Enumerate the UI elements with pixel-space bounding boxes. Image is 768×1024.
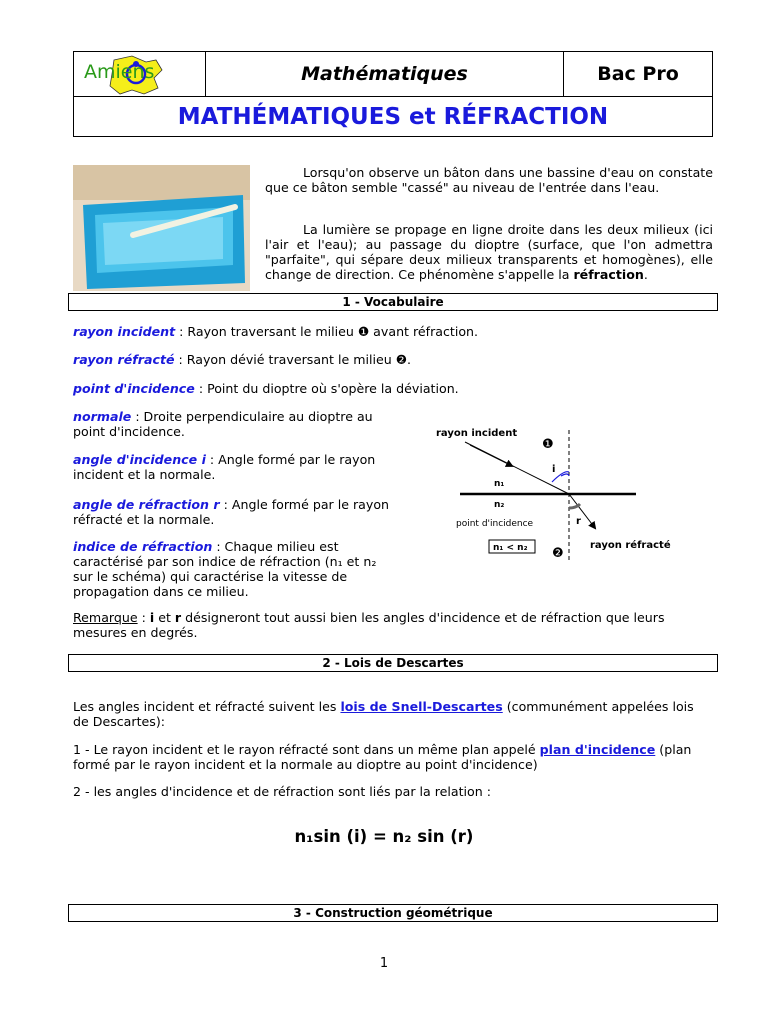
intro-text-2: La lumière se propage en ligne droite dans les deux milieux (ici l'air et l'eau); au passage du dioptre (surface, que l'on admettra "parfaite", qui sépare deux milieux transparents et homogènes), elle change de direction. Ce phénomène s'appelle la: [265, 222, 713, 282]
vocab-term: rayon réfracté: [73, 352, 175, 367]
vocab-definition: : Chaque milieu est caractérisé par son indice de réfraction (n₁ et n₂ sur le schéma) qui caractérise la vitesse de propagation dans ce milieu.: [73, 539, 377, 599]
intro-text-2-end: .: [643, 267, 648, 282]
vocab-definition: : Rayon traversant le milieu ❶ avant réfraction.: [175, 324, 479, 339]
descartes-intro: [73, 699, 713, 729]
descartes-intro-text: Les angles incident et réfracté suivent les: [73, 699, 341, 714]
level-title: Bac Pro: [597, 63, 679, 85]
vocab-term: angle de réfraction r: [73, 497, 220, 512]
remark-i: i: [149, 610, 155, 625]
vocab-item-incident-ray: [73, 324, 713, 339]
vocab-item-normal: [73, 409, 393, 439]
page-number: 1: [379, 956, 389, 971]
label-angle-r: r: [576, 516, 581, 527]
vocab-term: rayon incident: [73, 324, 176, 339]
remark-and: et: [154, 610, 175, 625]
vocab-definition: : Point du dioptre où s'opère la déviation.: [194, 381, 459, 396]
vocab-term: normale: [73, 409, 132, 424]
subject-title: Mathématiques: [206, 52, 564, 96]
vocab-definition: : Angle formé par le rayon réfracté et la normale.: [73, 497, 390, 527]
remark-sep: :: [137, 610, 150, 625]
descartes-law-1: [73, 742, 713, 772]
label-angle-i: i: [552, 464, 556, 475]
law-1-text: 1 - Le rayon incident et le rayon réfracté sont dans un même plan appelé: [73, 742, 540, 757]
incidence-angle-arc: [561, 474, 569, 476]
vocab-item-refraction-angle: [73, 497, 403, 527]
label-refracted-ray: rayon réfracté: [590, 540, 671, 551]
logo-text: Amiens: [84, 61, 155, 83]
label-incidence-point: point d'incidence: [456, 519, 534, 529]
header-box: [73, 51, 713, 137]
label-n1: n₁: [494, 479, 505, 489]
remark-r: r: [174, 610, 182, 625]
refraction-keyword: réfraction: [573, 267, 644, 282]
remark-paragraph: [73, 610, 713, 640]
refraction-diagram: [430, 420, 690, 570]
descartes-intro-end: (communément appelées lois de Descartes):: [73, 699, 694, 729]
vocab-term: indice de réfraction: [73, 539, 213, 554]
header-row: [74, 52, 712, 97]
section-heading-construction: 3 - Construction géométrique: [68, 904, 718, 922]
vocab-definition: : Angle formé par le rayon incident et la normale.: [73, 452, 376, 482]
page-title: MATHÉMATIQUES et RÉFRACTION: [177, 104, 609, 130]
section-heading-vocabulary: 1 - Vocabulaire: [68, 293, 718, 311]
law-1-end: (plan formé par le rayon incident et la normale au dioptre au point d'incidence): [73, 742, 692, 772]
descartes-law-2: 2 - les angles d'incidence et de réfraction sont liés par la relation :: [73, 784, 491, 799]
vocab-definition: : Droite perpendiculaire au dioptre au point d'incidence.: [73, 409, 373, 439]
incidence-plane-link[interactable]: plan d'incidence: [539, 742, 656, 757]
vocab-item-incidence-angle: [73, 452, 393, 482]
snell-descartes-link[interactable]: lois de Snell-Descartes: [340, 699, 503, 714]
refracted-ray: [569, 494, 595, 528]
vocab-item-refracted-ray: [73, 352, 713, 367]
basin-photo: [73, 165, 250, 291]
incident-arrow: [470, 445, 512, 466]
vocab-item-refractive-index: [73, 539, 393, 599]
intro-paragraph-2: [265, 222, 713, 282]
intro-paragraph-1: [265, 165, 713, 195]
label-index-inequality: n₁ < n₂: [493, 543, 528, 553]
vocab-term: point d'incidence: [73, 381, 195, 396]
vocab-item-incidence-point: [73, 381, 713, 396]
logo-cell: [74, 52, 206, 96]
medium-2-marker: ❷: [552, 546, 564, 561]
label-n2: n₂: [494, 500, 505, 510]
remark-text: désigneront tout aussi bien les angles d'incidence et de réfraction que leurs mesures en degrés.: [73, 610, 665, 640]
refraction-angle-arc: [569, 504, 580, 508]
vocab-definition: : Rayon dévié traversant le milieu ❷.: [174, 352, 411, 367]
vocab-term: angle d'incidence i: [73, 452, 206, 467]
medium-1-marker: ❶: [542, 437, 554, 452]
remark-label: Remarque: [73, 610, 138, 625]
intro-text-1: Lorsqu'on observe un bâton dans une bassine d'eau on constate que ce bâton semble "cassé" au niveau de l'entrée dans l'eau.: [265, 165, 713, 195]
label-incident-ray: rayon incident: [436, 428, 518, 439]
snell-formula: n₁sin (i) = n₂ sin (r): [294, 827, 474, 846]
section-heading-descartes: 2 - Lois de Descartes: [68, 654, 718, 672]
